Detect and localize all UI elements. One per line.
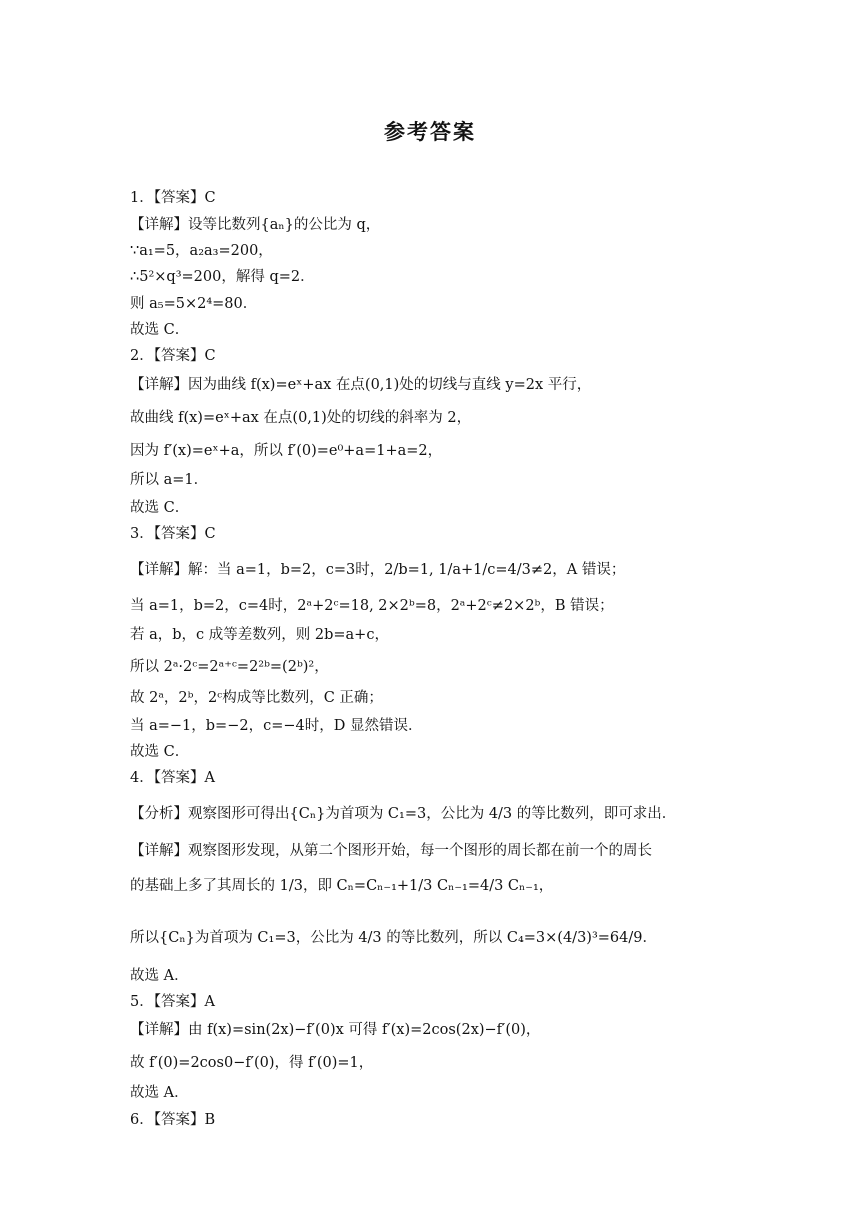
answer-4-analysis: 【分析】观察图形可得出{Cₙ}为首项为 C₁=3，公比为 4/3 的等比数列，即可求出． xyxy=(130,806,677,822)
answer-1-detail-line: 则 a₅=5×2⁴=80． xyxy=(130,296,258,312)
answer-5-heading: 5．【答案】A xyxy=(130,994,215,1010)
answer-4-detail-line: 【详解】观察图形发现，从第二个图形开始，每一个图形的周长都在前一个的周长 xyxy=(130,843,652,859)
answer-1-detail-line: ∴5²×q³=200，解得 q=2． xyxy=(130,269,315,285)
answer-3-conclusion: 故选 C． xyxy=(130,744,190,760)
answer-6-heading: 6．【答案】B xyxy=(130,1112,216,1128)
answer-5-conclusion: 故选 A． xyxy=(130,1085,189,1101)
answer-3-detail-line: 故 2ᵃ，2ᵇ，2ᶜ构成等比数列，C 正确； xyxy=(130,690,383,706)
answer-2-detail-line: 【详解】因为曲线 f(x)=eˣ+ax 在点(0,1)处的切线与直线 y=2x 平行， xyxy=(130,377,592,393)
answer-1-conclusion: 故选 C． xyxy=(130,322,190,338)
answer-4-conclusion: 故选 A． xyxy=(130,968,189,984)
answer-1-heading: 1．【答案】C xyxy=(130,190,216,206)
answer-2-detail-line: 故曲线 f(x)=eˣ+ax 在点(0,1)处的切线的斜率为 2， xyxy=(130,410,472,426)
answer-1-detail-line: 【详解】设等比数列{aₙ}的公比为 q， xyxy=(130,217,381,233)
answer-4-detail-line: 所以{Cₙ}为首项为 C₁=3，公比为 4/3 的等比数列，所以 C₄=3×(4/3)³=64/9． xyxy=(130,930,657,946)
answer-3-detail-line: 若 a，b，c 成等差数列，则 2b=a+c， xyxy=(130,627,389,643)
answer-3-detail-line: 所以 2ᵃ·2ᶜ=2ᵃ⁺ᶜ=2²ᵇ=(2ᵇ)²， xyxy=(130,659,329,675)
answer-2-detail-line: 所以 a=1． xyxy=(130,472,209,488)
answer-3-detail-line: 当 a=−1，b=−2，c=−4时，D 显然错误． xyxy=(130,718,423,734)
answer-4-detail-line: 的基础上多了其周长的 1/3，即 Cₙ=Cₙ₋₁+1/3 Cₙ₋₁=4/3 Cₙ₋₁， xyxy=(130,878,554,894)
page-title: 参考答案 xyxy=(384,120,476,144)
answer-5-detail-line: 故 f′(0)=2cos0−f′(0)，得 f′(0)=1， xyxy=(130,1055,374,1071)
answer-3-detail-line: 【详解】解：当 a=1，b=2，c=3时，2/b=1, 1/a+1/c=4/3≠2，A 错误； xyxy=(130,562,626,578)
answer-3-heading: 3．【答案】C xyxy=(130,526,216,542)
answer-4-heading: 4．【答案】A xyxy=(130,770,215,786)
answer-2-detail-line: 因为 f′(x)=eˣ+a，所以 f′(0)=e⁰+a=1+a=2， xyxy=(130,443,443,459)
answer-1-detail-line: ∵a₁=5，a₂a₃=200， xyxy=(130,243,273,259)
answer-5-detail-line: 【详解】由 f(x)=sin(2x)−f′(0)x 可得 f′(x)=2cos(2x)−f′(0)， xyxy=(130,1022,541,1038)
answer-2-conclusion: 故选 C． xyxy=(130,500,190,516)
answer-3-detail-line: 当 a=1，b=2，c=4时，2ᵃ+2ᶜ=18, 2×2ᵇ=8，2ᵃ+2ᶜ≠2×2ᵇ，B 错误； xyxy=(130,598,614,614)
answer-2-heading: 2．【答案】C xyxy=(130,348,216,364)
